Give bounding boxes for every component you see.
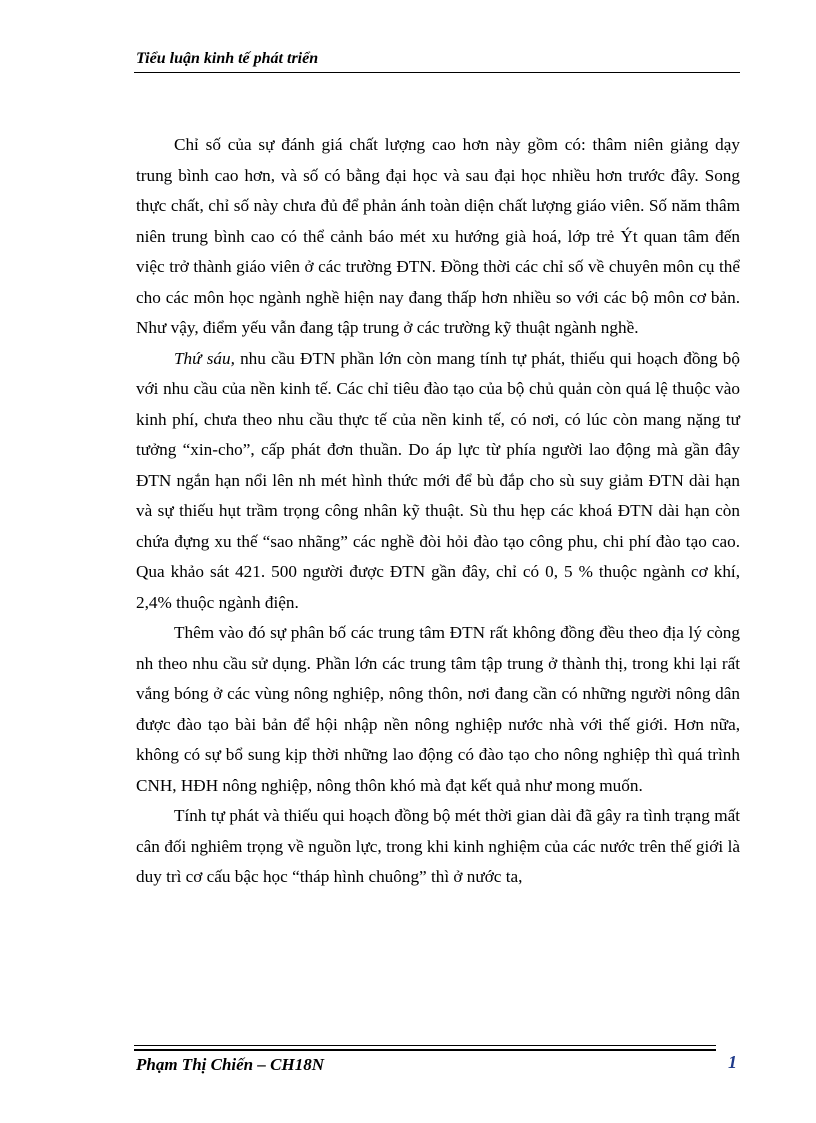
paragraph-2-text: nhu cầu ĐTN phần lớn còn mang tính tự phát, thiếu qui hoạch đồng bộ với nhu cầu của nền kinh tế. Các chỉ tiêu đào tạo của bộ chủ quản còn quá lệ thuộc vào kinh phí, chưa theo nhu cầu thực tế của nền kinh tế, có nơi, có lúc còn mang nặng tư tưởng “xin-cho”, cấp phát đơn thuần. Do áp lực từ phía người lao động mà gần đây ĐTN ngắn hạn nổi lên nh mét hình thức mới để bù đắp cho sù suy giảm ĐTN dài hạn và sự thiếu hụt trầm trọng công nhân kỹ thuật. Sù thu hẹp các khoá ĐTN dài hạn còn chứa đựng xu thế “sao nhãng” các nghề đòi hỏi đào tạo công phu, chi phí đào tạo cao. Qua khảo sát 421. 500 người được ĐTN gần đây, chỉ có 0, 5 % thuộc ngành cơ khí, 2,4% thuộc ngành điện. <box>136 348 740 612</box>
page-number: 1 <box>728 1052 737 1072</box>
header-title: Tiểu luận kinh tế phát triển <box>136 50 319 67</box>
body-text <box>136 130 740 893</box>
footer-rule-thin <box>134 1045 716 1046</box>
paragraph-2-lead: Thứ sáu, <box>174 348 235 368</box>
header-rule <box>134 72 740 73</box>
footer-author: Phạm Thị Chiến – CH18N <box>136 1055 324 1074</box>
paragraph-2 <box>136 344 740 619</box>
paragraph-4: Tính tự phát và thiếu qui hoạch đồng bộ mét thời gian dài đã gây ra tình trạng mất cân đối nghiêm trọng về nguồn lực, trong khi kinh nghiệm của các nước trên thế giới là duy trì cơ cấu bậc học “tháp hình chuông” thì ở nước ta, <box>136 806 740 886</box>
paragraph-1: Chỉ số của sự đánh giá chất lượng cao hơn này gồm có: thâm niên giảng dạy trung bình cao hơn, và số có bằng đại học và sau đại học nhiều hơn trước đây. Song thực chất, chỉ số này chưa đủ để phản ánh toàn diện chất lượng giáo viên. Số năm thâm niên trung bình cao có thể cảnh báo mét xu hướng già hoá, lớp trẻ Ýt quan tâm đến việc trở thành giáo viên ở các trường ĐTN. Đồng thời các chỉ số về chuyên môn cụ thể cho các môn học ngành nghề hiện nay đang thấp hơn nhiều so với các bộ môn cơ bản. Như vậy, điểm yếu vẫn đang tập trung ở các trường kỹ thuật ngành nghề. <box>136 135 740 337</box>
paragraph-3: Thêm vào đó sự phân bố các trung tâm ĐTN rất không đồng đều theo địa lý còng nh theo nhu cầu sử dụng. Phần lớn các trung tâm tập trung ở thành thị, trong khi lại rất vắng bóng ở các vùng nông nghiệp, nông thôn, nơi đang cần có những người nông dân được đào tạo bài bản để hội nhập nền nông nghiệp nước nhà với thế giới. Hơn nữa, không có sự bổ sung kịp thời những lao động có đào tạo cho nông nghiệp thì quá trình CNH, HĐH nông nghiệp, nông thôn khó mà đạt kết quả như mong muốn. <box>136 623 740 795</box>
footer-rule-thick <box>134 1049 716 1051</box>
